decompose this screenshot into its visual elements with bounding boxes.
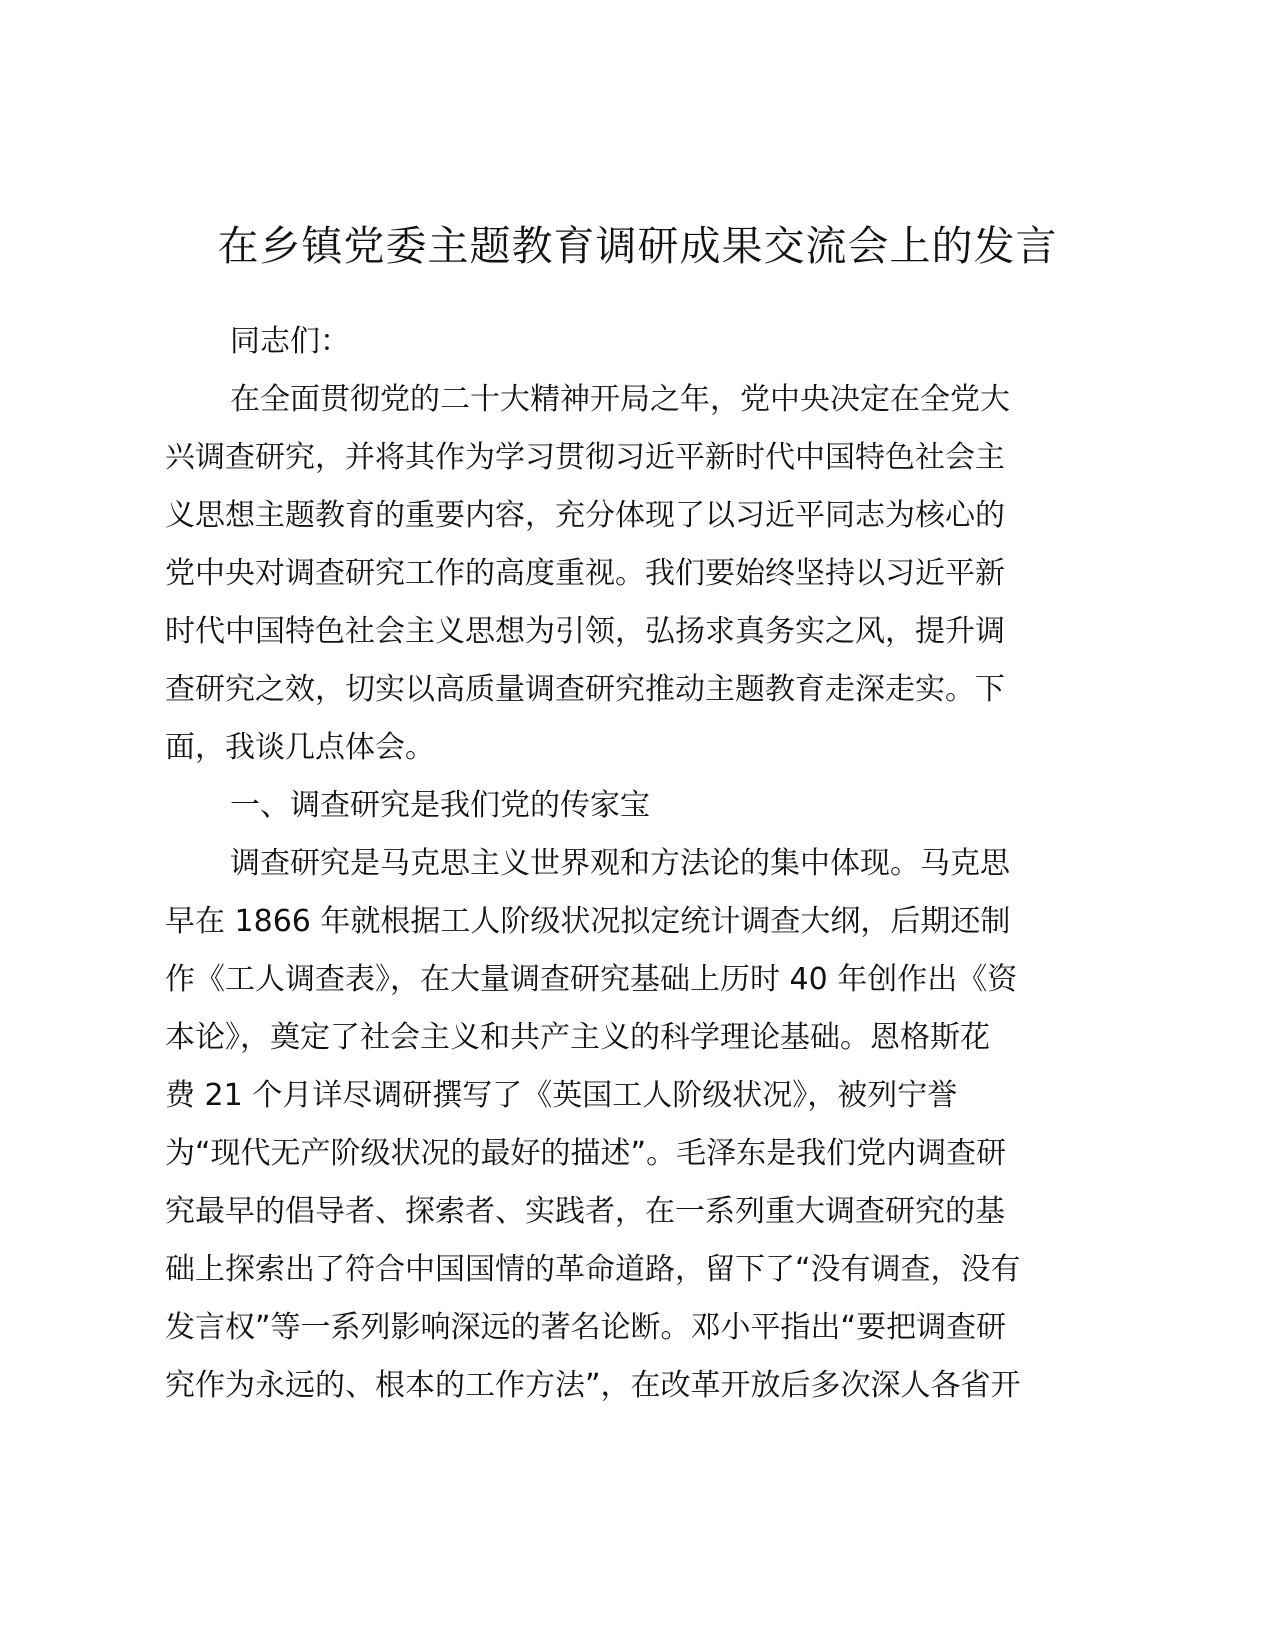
text-line: 查研究之效，切实以高质量调查研究推动主题教育走深走实。下 [165,672,1005,707]
text-line: 费 21 个月详尽调研撰写了《英国工人阶级状况》，被列宁誉 [165,1078,958,1113]
text-line: 早在 1866 年就根据工人阶级状况拟定统计调查大纲，后期还制 [165,904,1011,939]
text-line: 发言权”等一系列影响深远的著名论断。邓小平指出“要把调查研 [165,1310,1007,1345]
text-line: 究最早的倡导者、探索者、实践者，在一系列重大调查研究的基 [165,1194,1005,1229]
text-line: 在全面贯彻党的二十大精神开局之年，党中央决定在全党大 [230,382,1010,417]
text-line: 为“现代无产阶级状况的最好的描述”。毛泽东是我们党内调查研 [165,1136,1007,1171]
text-line: 义思想主题教育的重要内容，充分体现了以习近平同志为核心的 [165,498,1005,533]
text-line: 同志们： [230,324,350,359]
document-body [165,313,1120,1415]
text-line: 兴调查研究，并将其作为学习贯彻习近平新时代中国特色社会主 [165,440,1005,475]
text-line: 本论》，奠定了社会主义和共产主义的科学理论基础。恩格斯花 [165,1020,990,1055]
text-line: 党中央对调查研究工作的高度重视。我们要始终坚持以习近平新 [165,556,1005,591]
text-line: 时代中国特色社会主义思想为引领，弘扬求真务实之风，提升调 [165,614,1005,649]
text-line: 作《工人调查表》，在大量调查研究基础上历时 40 年创作出《资 [165,962,1018,997]
text-line: 一、调查研究是我们党的传家宝 [230,788,650,823]
document-title: 在乡镇党委主题教育调研成果交流会上的发言 [217,222,1058,270]
text-line: 究作为永远的、根本的工作方法”，在改革开放后多次深人各省开 [165,1368,1021,1403]
text-line: 面，我谈几点体会。 [165,730,435,765]
text-line: 础上探索出了符合中国国情的革命道路，留下了“没有调查，没有 [165,1252,1021,1287]
text-line: 调查研究是马克思主义世界观和方法论的集中体现。马克思 [230,846,1010,881]
